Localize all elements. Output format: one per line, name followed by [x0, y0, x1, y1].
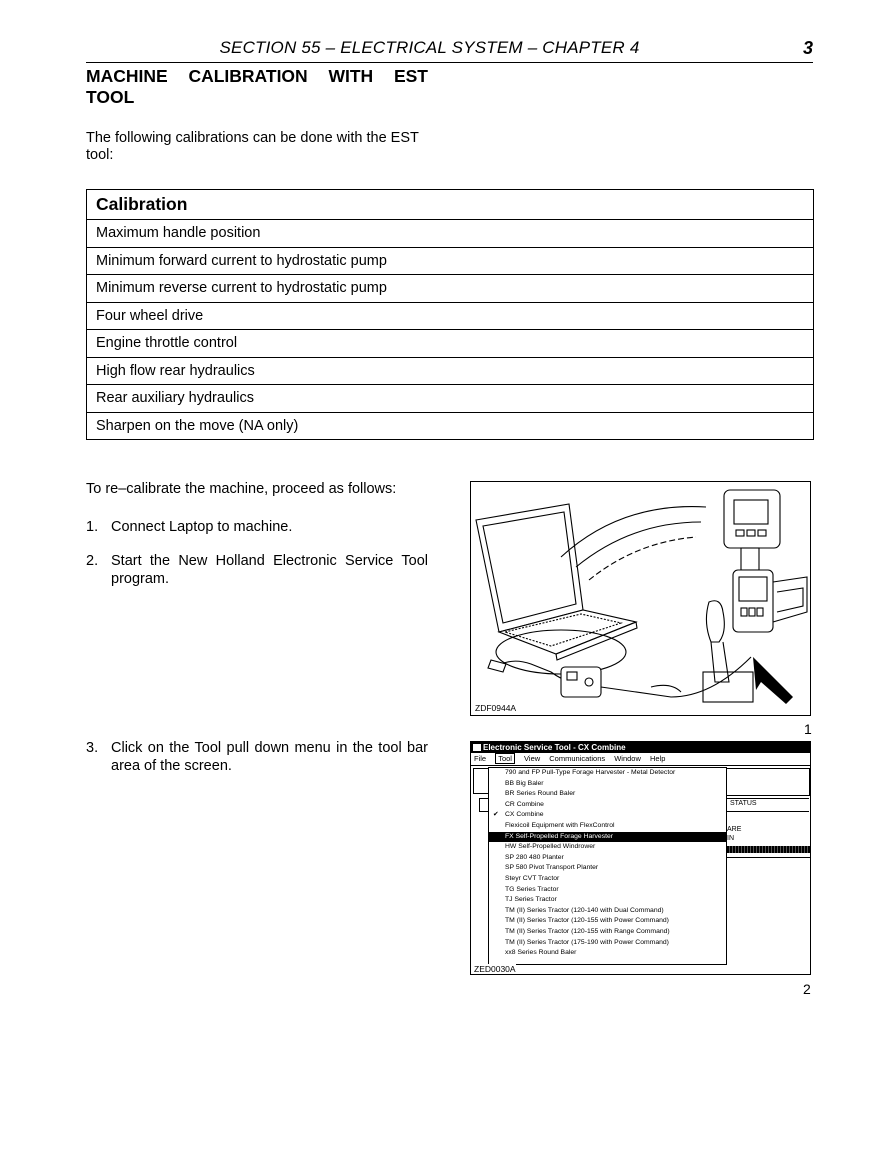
menu-file[interactable]: File: [474, 754, 487, 763]
side-label: ARE: [727, 826, 742, 833]
heading-line-2: TOOL: [86, 87, 135, 107]
menu-tool[interactable]: Tool: [495, 753, 515, 764]
table-row: Rear auxiliary hydraulics: [87, 385, 814, 413]
step-text: Click on the Tool pull down menu in the tool bar area of the screen.: [111, 740, 428, 774]
table-row: Sharpen on the move (NA only): [87, 412, 814, 440]
step-number: 3.: [86, 740, 99, 756]
table-row: Four wheel drive: [87, 302, 814, 330]
figure-code: ZDF0944A: [475, 703, 517, 713]
status-label: STATUS: [730, 800, 757, 807]
dropdown-item[interactable]: BR Series Round Baler: [505, 790, 576, 798]
figure-est-tool-menu: [470, 741, 811, 975]
dropdown-item[interactable]: TG Series Tractor: [505, 885, 559, 893]
menu-help[interactable]: Help: [650, 754, 666, 763]
laptop-machine-illustration: [471, 482, 810, 715]
heading-word: WITH: [328, 66, 374, 86]
step-3: [86, 739, 428, 775]
step-1: [86, 518, 428, 536]
step-number: 1.: [86, 519, 99, 535]
intro-paragraph: The following calibrations can be done with the EST tool:: [86, 130, 419, 163]
page-number: 3: [802, 38, 813, 58]
figure-number: 1: [804, 721, 812, 737]
tool-dropdown-menu: [488, 767, 727, 965]
figure-number: 2: [803, 981, 811, 997]
est-menu-bar: [471, 753, 810, 766]
dropdown-item[interactable]: xx8 Series Round Baler: [505, 949, 577, 957]
step-number: 2.: [86, 553, 99, 569]
page-header: [86, 38, 813, 63]
table-header: Calibration: [87, 190, 814, 220]
app-icon: [473, 744, 481, 751]
figure-laptop-connection: [470, 481, 811, 716]
step-2: [86, 552, 428, 588]
dropdown-item[interactable]: BB Big Baler: [505, 779, 544, 787]
table-row: High flow rear hydraulics: [87, 357, 814, 385]
selection-strip: [727, 846, 810, 853]
heading-word: MACHINE: [86, 66, 168, 86]
step-text: Connect Laptop to machine.: [111, 519, 293, 535]
table-row: Maximum handle position: [87, 220, 814, 248]
dropdown-item[interactable]: SP 580 Pivot Transport Planter: [505, 864, 599, 872]
calibration-table: [86, 189, 814, 440]
dropdown-item[interactable]: Steyr CVT Tractor: [505, 874, 560, 882]
table-row: Minimum forward current to hydrostatic pump: [87, 247, 814, 275]
table-row: Engine throttle control: [87, 330, 814, 358]
dropdown-item[interactable]: TM (II) Series Tractor (120-140 with Dual Command): [505, 906, 664, 914]
menu-communications[interactable]: Communications: [549, 754, 606, 763]
dropdown-item-selected[interactable]: FX Self-Propelled Forage Harvester: [489, 832, 726, 843]
section-title: SECTION 55 – ELECTRICAL SYSTEM – CHAPTER 4: [219, 38, 640, 57]
status-header: [727, 798, 809, 812]
menu-view[interactable]: View: [524, 754, 541, 763]
dropdown-item[interactable]: TJ Series Tractor: [505, 896, 557, 904]
dropdown-item[interactable]: 790 and FP Pull-Type Forage Harvester - Metal Detector: [505, 769, 676, 776]
est-title-bar: [471, 742, 810, 753]
step-text: Start the New Holland Electronic Service Tool program.: [111, 553, 428, 587]
menu-window[interactable]: Window: [614, 754, 641, 763]
panel-frame: [727, 768, 810, 796]
dropdown-item[interactable]: CR Combine: [505, 800, 544, 808]
divider: [727, 857, 810, 858]
side-label: IN: [727, 835, 734, 842]
dropdown-item[interactable]: TM (II) Series Tractor (120-155 with Range Command): [505, 927, 670, 935]
dropdown-item[interactable]: SP 280 480 Planter: [505, 853, 564, 861]
dropdown-item-label: CX Combine: [505, 811, 544, 819]
dropdown-item[interactable]: HW Self-Propelled Windrower: [505, 843, 596, 851]
procedure-intro: To re–calibrate the machine, proceed as follows:: [86, 481, 397, 497]
dropdown-item[interactable]: TM (II) Series Tractor (175-190 with Power Command): [505, 938, 669, 946]
heading-word: EST: [393, 66, 428, 86]
heading-word: CALIBRATION: [188, 66, 308, 86]
dropdown-item[interactable]: Flexicoil Equipment with FlexControl: [505, 821, 615, 829]
table-row: Minimum reverse current to hydrostatic pump: [87, 275, 814, 303]
check-icon: ✔: [493, 811, 499, 819]
window-title: Electronic Service Tool - CX Combine: [483, 743, 626, 752]
dropdown-item[interactable]: TM (II) Series Tractor (120-155 with Power Command): [505, 917, 669, 925]
dropdown-item-checked[interactable]: [489, 810, 726, 821]
page-heading: [86, 66, 428, 108]
figure-code: ZED0030A: [474, 964, 516, 974]
